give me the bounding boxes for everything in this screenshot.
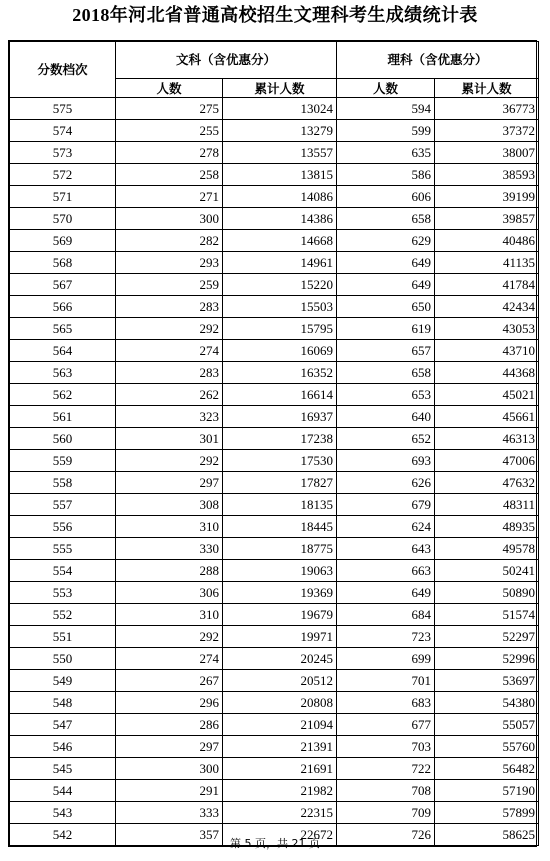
table-row bbox=[10, 736, 539, 758]
table-row bbox=[10, 780, 539, 802]
wenke-cumulative-cell: 17530 bbox=[223, 450, 337, 472]
table-row bbox=[10, 186, 539, 208]
table-row bbox=[10, 230, 539, 252]
wenke-count-cell: 297 bbox=[116, 472, 223, 494]
page-title: 2018年河北省普通高校招生文理科考生成绩统计表 bbox=[72, 5, 478, 25]
wenke-count-cell: 288 bbox=[116, 560, 223, 582]
wenke-cumulative-cell: 15503 bbox=[223, 296, 337, 318]
like-cumulative-cell: 37372 bbox=[435, 120, 539, 142]
wenke-count-cell: 259 bbox=[116, 274, 223, 296]
table-row bbox=[10, 296, 539, 318]
score-cell: 556 bbox=[10, 516, 116, 538]
score-cell: 550 bbox=[10, 648, 116, 670]
wenke-count-cell: 293 bbox=[116, 252, 223, 274]
table-row bbox=[10, 560, 539, 582]
like-count-cell: 649 bbox=[337, 582, 435, 604]
score-cell: 573 bbox=[10, 142, 116, 164]
table-row bbox=[10, 692, 539, 714]
wenke-count-cell: 283 bbox=[116, 362, 223, 384]
wenke-count-cell: 357 bbox=[116, 824, 223, 846]
like-count-cell: 677 bbox=[337, 714, 435, 736]
wenke-cumulative-cell: 22315 bbox=[223, 802, 337, 824]
table-row bbox=[10, 274, 539, 296]
like-cumulative-cell: 43710 bbox=[435, 340, 539, 362]
like-cumulative-cell: 55057 bbox=[435, 714, 539, 736]
wenke-cumulative-cell: 18775 bbox=[223, 538, 337, 560]
wenke-count-cell: 278 bbox=[116, 142, 223, 164]
like-count-cell: 599 bbox=[337, 120, 435, 142]
wenke-count-cell: 286 bbox=[116, 714, 223, 736]
wenke-cumulative-cell: 13024 bbox=[223, 98, 337, 120]
like-cumulative-cell: 47006 bbox=[435, 450, 539, 472]
score-cell: 561 bbox=[10, 406, 116, 428]
like-cumulative-cell: 52996 bbox=[435, 648, 539, 670]
like-count-cell: 726 bbox=[337, 824, 435, 846]
wenke-cumulative-cell: 16352 bbox=[223, 362, 337, 384]
wenke-count-cell: 330 bbox=[116, 538, 223, 560]
like-count-cell: 703 bbox=[337, 736, 435, 758]
wenke-cumulative-cell: 20512 bbox=[223, 670, 337, 692]
like-count-cell: 629 bbox=[337, 230, 435, 252]
wenke-count-cell: 292 bbox=[116, 318, 223, 340]
like-cumulative-cell: 52297 bbox=[435, 626, 539, 648]
like-cumulative-cell: 42434 bbox=[435, 296, 539, 318]
table-row bbox=[10, 582, 539, 604]
wenke-count-cell: 291 bbox=[116, 780, 223, 802]
score-cell: 562 bbox=[10, 384, 116, 406]
wenke-count-cell: 292 bbox=[116, 450, 223, 472]
like-cumulative-cell: 43053 bbox=[435, 318, 539, 340]
wenke-cumulative-cell: 15795 bbox=[223, 318, 337, 340]
wenke-cumulative-cell: 19369 bbox=[223, 582, 337, 604]
like-cumulative-cell: 45021 bbox=[435, 384, 539, 406]
like-count-cell: 693 bbox=[337, 450, 435, 472]
like-cumulative-cell: 57899 bbox=[435, 802, 539, 824]
wenke-cumulative-cell: 20245 bbox=[223, 648, 337, 670]
table-row bbox=[10, 604, 539, 626]
like-cumulative-cell: 53697 bbox=[435, 670, 539, 692]
like-cumulative-cell: 41784 bbox=[435, 274, 539, 296]
table-row bbox=[10, 406, 539, 428]
wenke-count-cell: 271 bbox=[116, 186, 223, 208]
like-cumulative-cell: 39199 bbox=[435, 186, 539, 208]
score-cell: 543 bbox=[10, 802, 116, 824]
wenke-cumulative-cell: 16937 bbox=[223, 406, 337, 428]
wenke-cumulative-cell: 17827 bbox=[223, 472, 337, 494]
like-count-cell: 649 bbox=[337, 252, 435, 274]
wenke-cumulative-cell: 19971 bbox=[223, 626, 337, 648]
like-count-cell: 650 bbox=[337, 296, 435, 318]
wenke-count-cell: 258 bbox=[116, 164, 223, 186]
score-cell: 546 bbox=[10, 736, 116, 758]
like-cumulative-cell: 46313 bbox=[435, 428, 539, 450]
like-count-cell: 606 bbox=[337, 186, 435, 208]
score-cell: 574 bbox=[10, 120, 116, 142]
wenke-count-cell: 300 bbox=[116, 758, 223, 780]
like-count-cell: 708 bbox=[337, 780, 435, 802]
like-cumulative-cell: 51574 bbox=[435, 604, 539, 626]
like-count-cell: 586 bbox=[337, 164, 435, 186]
like-count-cell: 663 bbox=[337, 560, 435, 582]
score-table-container bbox=[8, 40, 537, 847]
like-count-header: 人数 bbox=[337, 79, 435, 98]
wenke-count-cell: 300 bbox=[116, 208, 223, 230]
score-cell: 566 bbox=[10, 296, 116, 318]
like-cumulative-cell: 50890 bbox=[435, 582, 539, 604]
wenke-cumulative-cell: 14961 bbox=[223, 252, 337, 274]
score-cell: 575 bbox=[10, 98, 116, 120]
like-cumulative-cell: 50241 bbox=[435, 560, 539, 582]
like-count-cell: 679 bbox=[337, 494, 435, 516]
like-cumulative-cell: 38007 bbox=[435, 142, 539, 164]
wenke-cumulative-cell: 18135 bbox=[223, 494, 337, 516]
like-count-cell: 699 bbox=[337, 648, 435, 670]
wenke-count-cell: 310 bbox=[116, 604, 223, 626]
like-count-cell: 635 bbox=[337, 142, 435, 164]
table-row bbox=[10, 648, 539, 670]
header-row-1 bbox=[10, 42, 539, 79]
wenke-count-cell: 323 bbox=[116, 406, 223, 428]
score-table bbox=[9, 41, 539, 846]
score-cell: 565 bbox=[10, 318, 116, 340]
like-count-cell: 658 bbox=[337, 208, 435, 230]
like-cumulative-cell: 49578 bbox=[435, 538, 539, 560]
wenke-count-cell: 283 bbox=[116, 296, 223, 318]
wenke-cumulative-cell: 15220 bbox=[223, 274, 337, 296]
wenke-cumulative-cell: 16069 bbox=[223, 340, 337, 362]
wenke-count-cell: 333 bbox=[116, 802, 223, 824]
like-count-cell: 653 bbox=[337, 384, 435, 406]
like-cumulative-cell: 48311 bbox=[435, 494, 539, 516]
wenke-count-cell: 275 bbox=[116, 98, 223, 120]
like-cumulative-cell: 56482 bbox=[435, 758, 539, 780]
table-row bbox=[10, 384, 539, 406]
like-count-cell: 658 bbox=[337, 362, 435, 384]
wenke-count-cell: 301 bbox=[116, 428, 223, 450]
table-row bbox=[10, 516, 539, 538]
table-row bbox=[10, 208, 539, 230]
score-cell: 567 bbox=[10, 274, 116, 296]
wenke-count-cell: 310 bbox=[116, 516, 223, 538]
wenke-cumulative-cell: 14668 bbox=[223, 230, 337, 252]
wenke-cumulative-cell: 21094 bbox=[223, 714, 337, 736]
score-cell: 569 bbox=[10, 230, 116, 252]
like-count-cell: 624 bbox=[337, 516, 435, 538]
wenke-count-cell: 255 bbox=[116, 120, 223, 142]
score-cell: 560 bbox=[10, 428, 116, 450]
score-column-header: 分数档次 bbox=[10, 42, 116, 98]
like-count-cell: 723 bbox=[337, 626, 435, 648]
score-cell: 548 bbox=[10, 692, 116, 714]
table-row bbox=[10, 758, 539, 780]
like-cumulative-cell: 47632 bbox=[435, 472, 539, 494]
table-row bbox=[10, 142, 539, 164]
like-cumulative-cell: 57190 bbox=[435, 780, 539, 802]
like-group-header: 理科（含优惠分） bbox=[337, 42, 539, 79]
like-cumulative-header: 累计人数 bbox=[435, 79, 539, 98]
like-cumulative-cell: 36773 bbox=[435, 98, 539, 120]
score-cell: 554 bbox=[10, 560, 116, 582]
score-cell: 558 bbox=[10, 472, 116, 494]
score-cell: 563 bbox=[10, 362, 116, 384]
score-cell: 544 bbox=[10, 780, 116, 802]
wenke-count-cell: 306 bbox=[116, 582, 223, 604]
score-cell: 559 bbox=[10, 450, 116, 472]
table-row bbox=[10, 252, 539, 274]
table-row bbox=[10, 98, 539, 120]
wenke-cumulative-cell: 14386 bbox=[223, 208, 337, 230]
score-cell: 551 bbox=[10, 626, 116, 648]
wenke-count-cell: 292 bbox=[116, 626, 223, 648]
like-count-cell: 684 bbox=[337, 604, 435, 626]
wenke-count-cell: 282 bbox=[116, 230, 223, 252]
table-row bbox=[10, 538, 539, 560]
score-cell: 555 bbox=[10, 538, 116, 560]
score-cell: 570 bbox=[10, 208, 116, 230]
wenke-count-cell: 262 bbox=[116, 384, 223, 406]
score-cell: 572 bbox=[10, 164, 116, 186]
score-cell: 547 bbox=[10, 714, 116, 736]
like-count-cell: 701 bbox=[337, 670, 435, 692]
wenke-count-cell: 297 bbox=[116, 736, 223, 758]
table-row bbox=[10, 494, 539, 516]
like-cumulative-cell: 40486 bbox=[435, 230, 539, 252]
wenke-cumulative-cell: 20808 bbox=[223, 692, 337, 714]
table-row bbox=[10, 714, 539, 736]
like-cumulative-cell: 54380 bbox=[435, 692, 539, 714]
like-cumulative-cell: 58625 bbox=[435, 824, 539, 846]
table-row bbox=[10, 626, 539, 648]
wenke-cumulative-cell: 16614 bbox=[223, 384, 337, 406]
like-count-cell: 657 bbox=[337, 340, 435, 362]
wenke-cumulative-header: 累计人数 bbox=[223, 79, 337, 98]
score-cell: 549 bbox=[10, 670, 116, 692]
like-count-cell: 709 bbox=[337, 802, 435, 824]
like-cumulative-cell: 45661 bbox=[435, 406, 539, 428]
wenke-cumulative-cell: 13279 bbox=[223, 120, 337, 142]
wenke-cumulative-cell: 14086 bbox=[223, 186, 337, 208]
score-cell: 553 bbox=[10, 582, 116, 604]
table-row bbox=[10, 120, 539, 142]
wenke-count-cell: 267 bbox=[116, 670, 223, 692]
like-count-cell: 652 bbox=[337, 428, 435, 450]
like-count-cell: 649 bbox=[337, 274, 435, 296]
wenke-cumulative-cell: 21391 bbox=[223, 736, 337, 758]
like-cumulative-cell: 44368 bbox=[435, 362, 539, 384]
score-cell: 545 bbox=[10, 758, 116, 780]
table-row bbox=[10, 340, 539, 362]
score-cell: 564 bbox=[10, 340, 116, 362]
score-cell: 552 bbox=[10, 604, 116, 626]
table-row bbox=[10, 164, 539, 186]
like-count-cell: 626 bbox=[337, 472, 435, 494]
table-row bbox=[10, 428, 539, 450]
wenke-cumulative-cell: 13557 bbox=[223, 142, 337, 164]
wenke-count-cell: 308 bbox=[116, 494, 223, 516]
like-count-cell: 722 bbox=[337, 758, 435, 780]
wenke-count-cell: 296 bbox=[116, 692, 223, 714]
score-cell: 568 bbox=[10, 252, 116, 274]
page-number-footer: 第 5 页，共 21 页 bbox=[230, 837, 320, 850]
table-row bbox=[10, 450, 539, 472]
table-row bbox=[10, 670, 539, 692]
like-cumulative-cell: 39857 bbox=[435, 208, 539, 230]
like-count-cell: 643 bbox=[337, 538, 435, 560]
table-row bbox=[10, 362, 539, 384]
wenke-count-cell: 274 bbox=[116, 648, 223, 670]
wenke-cumulative-cell: 17238 bbox=[223, 428, 337, 450]
score-cell: 542 bbox=[10, 824, 116, 846]
score-cell: 571 bbox=[10, 186, 116, 208]
wenke-count-header: 人数 bbox=[116, 79, 223, 98]
wenke-cumulative-cell: 19679 bbox=[223, 604, 337, 626]
like-count-cell: 619 bbox=[337, 318, 435, 340]
like-count-cell: 594 bbox=[337, 98, 435, 120]
wenke-cumulative-cell: 22672 bbox=[223, 824, 337, 846]
table-row bbox=[10, 318, 539, 340]
wenke-cumulative-cell: 13815 bbox=[223, 164, 337, 186]
wenke-cumulative-cell: 21691 bbox=[223, 758, 337, 780]
wenke-cumulative-cell: 18445 bbox=[223, 516, 337, 538]
like-count-cell: 683 bbox=[337, 692, 435, 714]
like-cumulative-cell: 48935 bbox=[435, 516, 539, 538]
wenke-count-cell: 274 bbox=[116, 340, 223, 362]
like-cumulative-cell: 41135 bbox=[435, 252, 539, 274]
like-cumulative-cell: 55760 bbox=[435, 736, 539, 758]
wenke-cumulative-cell: 21982 bbox=[223, 780, 337, 802]
table-row bbox=[10, 802, 539, 824]
like-count-cell: 640 bbox=[337, 406, 435, 428]
wenke-group-header: 文科（含优惠分） bbox=[116, 42, 337, 79]
score-cell: 557 bbox=[10, 494, 116, 516]
wenke-cumulative-cell: 19063 bbox=[223, 560, 337, 582]
like-cumulative-cell: 38593 bbox=[435, 164, 539, 186]
table-body bbox=[10, 98, 539, 846]
table-row bbox=[10, 472, 539, 494]
